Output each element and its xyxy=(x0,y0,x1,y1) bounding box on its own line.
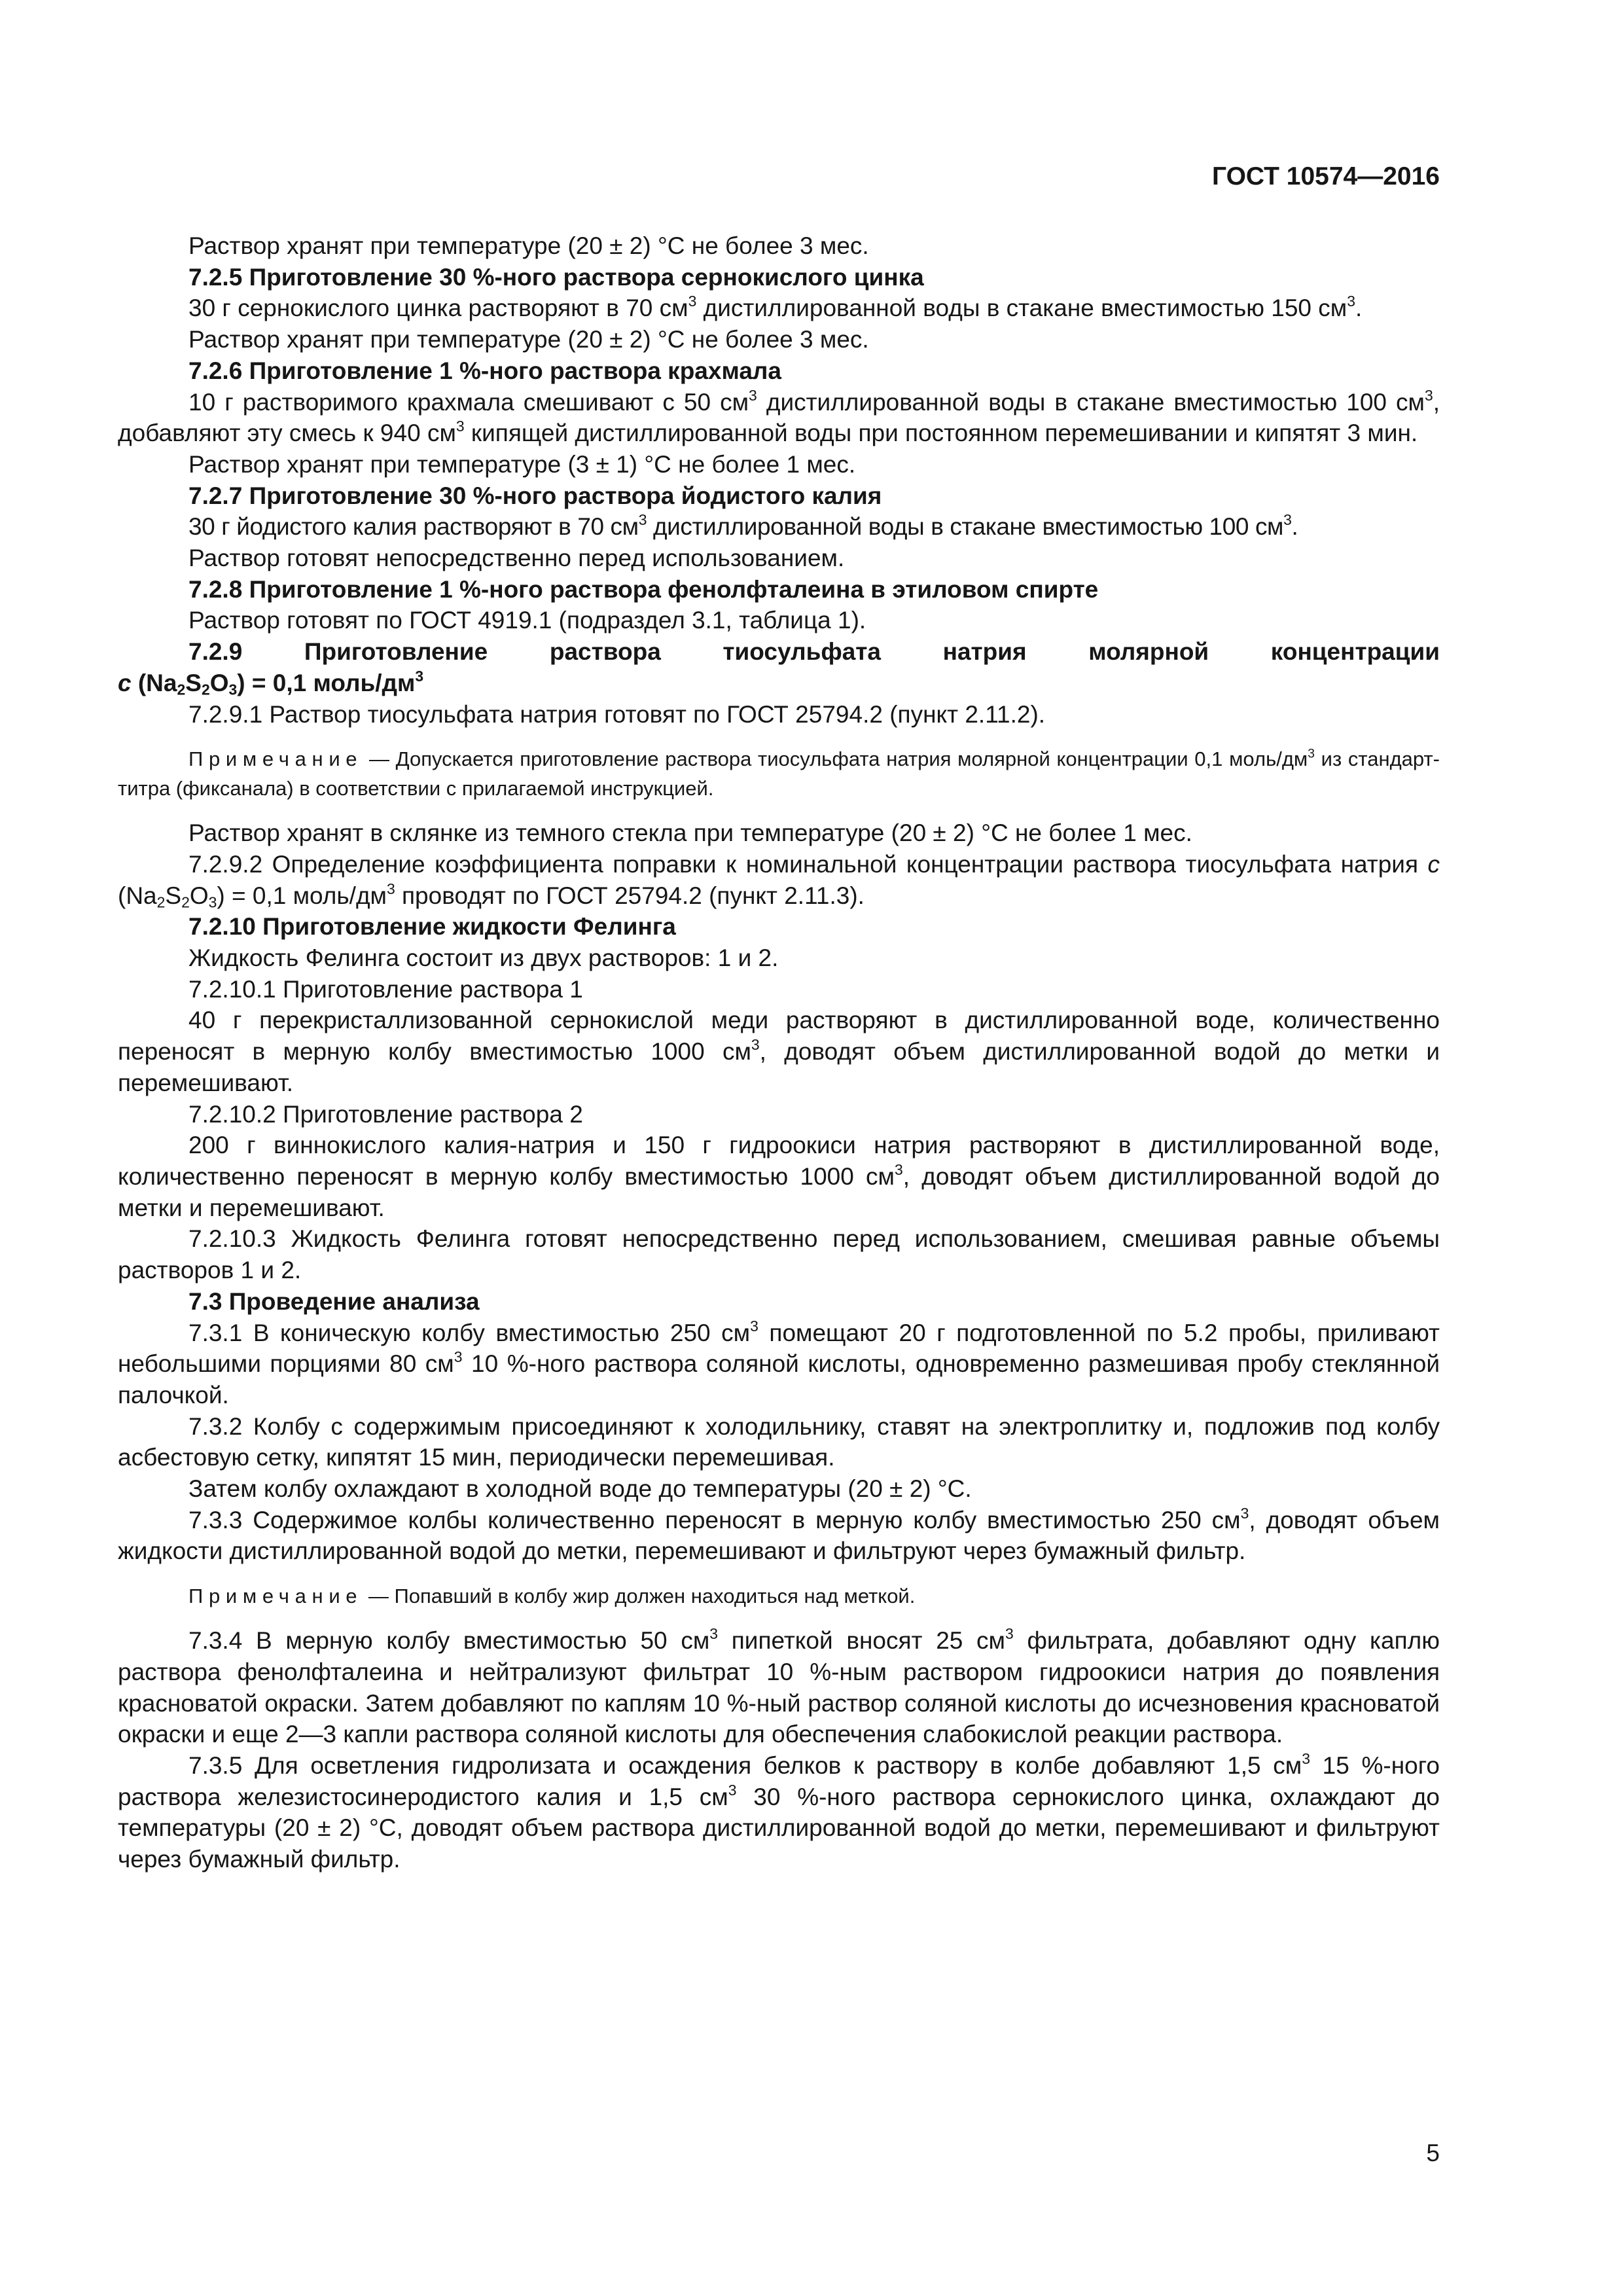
paragraph: Раствор готовят непосредственно перед использованием. xyxy=(188,545,845,572)
paragraph: Раствор хранят при температуре (20 ± 2) °С не более 3 мес. xyxy=(188,326,869,353)
section-heading: 7.2.5 Приготовление 30 %-ного раствора сернокислого цинка xyxy=(188,263,924,291)
section-heading: 7.2.7 Приготовление 30 %-ного раствора йодистого калия xyxy=(188,482,882,509)
paragraph: Раствор хранят при температуре (3 ± 1) °С не более 1 мес. xyxy=(188,450,856,478)
paragraph: 40 г перекристаллизованной сернокислой меди растворяют в дистиллированной воде, количественно переносят в мерную колбу вместимостью 1000 $см^3$, доводят объем дистиллированной водой до метки и перемешивают. xyxy=(118,1007,1440,1096)
paragraph: 7.2.10.3 Жидкость Фелинга готовят непосредственно перед использованием, смешивая равные объемы растворов 1 и 2. xyxy=(118,1225,1440,1284)
section-heading: 7.2.6 Приготовление 1 %-ного раствора крахмала xyxy=(188,357,781,384)
note-label: Примечание xyxy=(188,1585,363,1608)
section-heading: 7.2.10 Приготовление жидкости Фелинга xyxy=(188,913,676,941)
paragraph: Раствор готовят по ГОСТ 4919.1 (подраздел 3.1, таблица 1). xyxy=(188,607,866,634)
paragraph: 7.2.9.2 Определение коэффициента поправки к номинальной концентрации раствора тиосульфата натрия c $(Na_2S_2O_3) = 0,1$ моль/$дм^3$ проводят по ГОСТ 25794.2 (пункт 2.11.3). xyxy=(118,850,1440,911)
paragraph: Раствор хранят в склянке из темного стекла при температуре (20 ± 2) °С не более 1 мес. xyxy=(188,819,1192,847)
paragraph: Жидкость Фелинга состоит из двух растворов: 1 и 2. xyxy=(188,944,779,972)
section-heading: 7.2.8 Приготовление 1 %-ного раствора фенолфталеина в этиловом спирте xyxy=(188,575,1099,603)
paragraph: 30 г сернокислого цинка растворяют в 70 $см^3$ дистиллированной воды в стакане вместимостью 150 $см^3$. xyxy=(188,293,1363,322)
paragraph: 7.3.1 В коническую колбу вместимостью 250 $см^3$ помещают 20 г подготовленной по 5.2 пробы, приливают небольшими порциями 80 $см^3$ 10 %-ного раствора соляной кислоты, одновременно размешивая пробу стеклянной палочкой. xyxy=(118,1317,1440,1408)
standard-code: ГОСТ 10574—2016 xyxy=(1212,162,1440,190)
page-number: 5 xyxy=(1426,2140,1440,2166)
paragraph: 7.2.10.1 Приготовление раствора 1 xyxy=(188,975,583,1003)
note-label: Примечание xyxy=(188,747,363,771)
paragraph: 7.3.5 Для осветления гидролизата и осаждения белков к раствору в колбе добавляют 1,5 $см^3$ 15 %-ного раствора железистосинеродистого калия и 1,5 $см^3$ 30 %-ного раствора сернокислого цинка, охлаждают до температуры (20 ± 2) °С, доводят объем раствора дистиллированной водой до метки, перемешивают и фильтруют через бумажный фильтр. xyxy=(118,1750,1440,1873)
paragraph: 200 г виннокислого калия-натрия и 150 г гидроокиси натрия растворяют в дистиллированной воде, количественно переносят в мерную колбу вместимостью 1000 $см^3$, доводят объем дистиллированной водой до метки и перемешивают. xyxy=(118,1132,1440,1221)
paragraph: 10 г растворимого крахмала смешивают с 50 $см^3$ дистиллированной воды в стакане вместимостью 100 $см^3$, добавляют эту смесь к 940 $см^3$ кипящей дистиллированной воды при постоянном перемешивании и кипятят 3 мин. xyxy=(118,386,1440,447)
section-heading: 7.3 Проведение анализа xyxy=(188,1287,480,1315)
paragraph: 7.3.2 Колбу с содержимым присоединяют к холодильнику, ставят на электроплитку и, подложив под колбу асбестовую сетку, кипятят 15 мин, периодически перемешивая. xyxy=(118,1412,1440,1471)
paragraph: 7.2.9.1 Раствор тиосульфата натрия готовят по ГОСТ 25794.2 (пункт 2.11.2). xyxy=(188,700,1046,728)
document-body xyxy=(118,230,1440,1875)
section-heading: 7.2.9 Приготовление раствора тиосульфата натрия молярной концентрации xyxy=(188,638,1440,666)
paragraph: 30 г йодистого калия растворяют в 70 $см^3$ дистиллированной воды в стакане вместимостью 100 $см^3$. xyxy=(188,511,1298,541)
paragraph: Раствор хранят при температуре (20 ± 2) °С не более 3 мес. xyxy=(188,232,869,259)
paragraph: 7.3.3 Содержимое колбы количественно переносят в мерную колбу вместимостью 250 $см^3$, доводят объем жидкости дистиллированной водой до метки, перемешивают и фильтруют через бумажный фильтр. xyxy=(118,1504,1440,1565)
paragraph: 7.3.4 В мерную колбу вместимостью 50 $см^3$ пипеткой вносят 25 $см^3$ фильтрата, добавляют одну каплю раствора фенолфталеина и нейтрализуют фильтрат 10 %-ным раствором гидроокиси натрия до появления красноватой окраски. Затем добавляют по каплям 10 %-ный раствор соляной кислоты до исчезновения красноватой окраски и еще 2—3 капли раствора соляной кислоты для обеспечения слабокислой реакции раствора. xyxy=(118,1625,1440,1748)
note: Примечание — Допускается приготовление раствора тиосульфата натрия молярной концентрации 0,1 моль/$дм^3$ из стандарт-титра (фиксанала) в соответствии с прилагаемой инструкцией. xyxy=(118,747,1440,800)
paragraph: Затем колбу охлаждают в холодной воде до температуры (20 ± 2) °С. xyxy=(188,1475,972,1503)
section-heading-formula: c $(Na_2S_2O_3) = 0,1$ моль/$дм^3$ xyxy=(118,667,424,698)
note: Примечание — Попавший в колбу жир должен находиться над меткой. xyxy=(188,1585,916,1608)
paragraph: 7.2.10.2 Приготовление раствора 2 xyxy=(188,1100,583,1128)
